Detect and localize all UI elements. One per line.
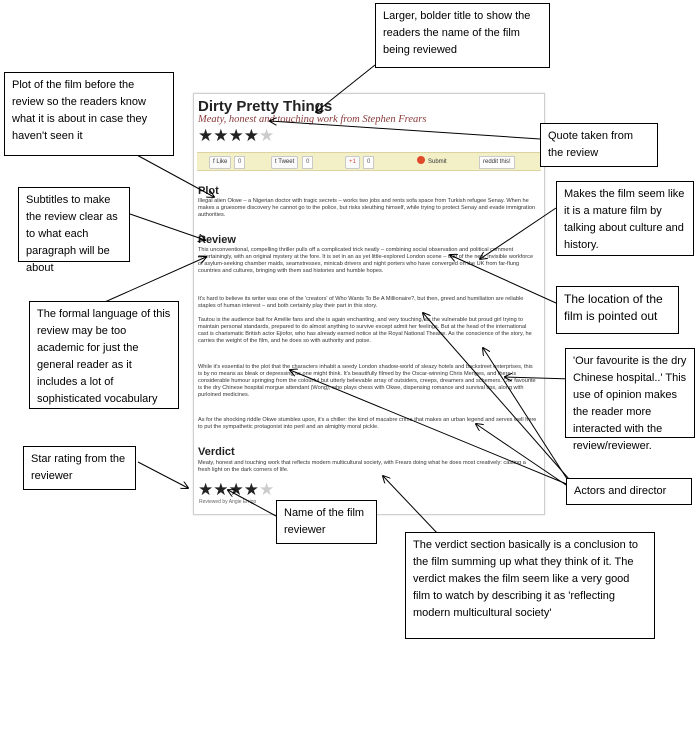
verdict-star-rating <box>198 481 274 498</box>
annotation-subtitles: Subtitles to make the review clear as to what each paragraph will be about <box>18 187 130 262</box>
review-paragraph: This unconventional, compelling thriller pulls off a complicated trick neatly – combining social observation and political comment entertainingly, with an original mystery at the fore. It is set in an as yet little-explored London scene – that of the new, invisible workforce of asylum-seeking chamber maids, seamstresses, minicab drivers and night porters who have converged on the UK from far-flung countries and cultures, bringing with them sad histories and humble hopes. <box>198 247 534 275</box>
annotation-verdict: The verdict section basically is a conclusion to the film summing up what they think of it. The verdict makes the film seem like a very good film to watch by describing it as 'reflecting modern multicultural society' <box>405 532 655 639</box>
star-icon-empty: ★ <box>258 480 275 499</box>
annotation-opinion: 'Our favourite is the dry Chinese hospital..' This use of opinion makes the reader more interacted with the review/reviewer. <box>565 348 695 438</box>
reddit-button[interactable]: reddit this! <box>479 156 515 169</box>
review-paragraph: Tautou is the audience bait for Amélie fans and she is again enchanting, and very touching, as the vulnerable but proud girl trying to maintain personal standards, prepared to do almost anything to survive except admit her feelings. But at the head of the international cast is charismatic British actor Ejiofor, who has already earned notice at the Royal National Theatre. As the conscience of the story, he carries the weight of the film, and he does so with authority and poise. <box>198 317 532 345</box>
tweet-count: 0 <box>302 156 313 169</box>
tweet-button[interactable]: t Tweet <box>271 156 298 169</box>
verdict-heading: Verdict <box>198 446 235 458</box>
plot-text: Illegal alien Okwe – a Nigerian doctor with tragic secrets – works two jobs and rents sofa space from Turkish refugee Senay. When he makes a gruesome discovery he cannot go to the police, but risks sleuthing himself, while trying to protect Senay and evade immigration authorities. <box>198 198 536 219</box>
submit-button[interactable]: Submit <box>417 156 447 168</box>
star-rating <box>198 127 274 144</box>
share-bar <box>197 152 541 171</box>
plusone-button[interactable]: +1 <box>345 156 360 169</box>
plusone-count: 0 <box>363 156 374 169</box>
like-count: 0 <box>234 156 245 169</box>
verdict-text: Meaty, honest and touching work that reflects modern multicultural society, with Frears doing what he does most creatively: casting a fresh light on the dark corners of life. <box>198 460 526 474</box>
annotation-location: The location of the film is pointed out <box>556 286 679 334</box>
star-icons-filled: ★★★★ <box>198 126 259 145</box>
annotation-mature: Makes the film seem like it is a mature film by talking about culture and history. <box>556 181 694 256</box>
review-paragraph: While it's essential to the plot that the characters inhabit a seedy London shadow-world of sleazy hotels and backstreet enterprises, this is by no means as bleak or depressing as one might think. It's beautifully filmed by the Oscar-winning Chris Menges, and there is considerable humour springing from the colourful but utterly believable array of outsiders, creeps, dreamers and schemers. Our favourite is the dry Chinese hospital morgue attendant (Wong), who plays chess with Okwe, dispensing romance and survival tips, along with purloined medicines. <box>198 364 536 399</box>
star-icon-empty: ★ <box>258 126 275 145</box>
stumble-icon <box>417 156 425 164</box>
review-page <box>193 93 545 515</box>
annotation-actors: Actors and director <box>566 478 692 505</box>
film-title: Dirty Pretty Things <box>198 98 333 115</box>
tagline: Meaty, honest and touching work from Stephen Frears <box>198 114 427 125</box>
star-icons-filled: ★★★★ <box>198 480 259 499</box>
review-paragraph: It's hard to believe its writer was one of the 'creators' of Who Wants To Be A Millionaire?, but then, greed and humiliation are reliable staples of human interest – and both certainly play their part in this story. <box>198 296 524 310</box>
annotation-title: Larger, bolder title to show the readers the name of the film being reviewed <box>375 3 550 68</box>
like-button[interactable]: f Like <box>209 156 231 169</box>
annotation-reviewer-name: Name of the film reviewer <box>276 500 377 544</box>
review-heading: Review <box>198 234 236 246</box>
plot-heading: Plot <box>198 185 219 197</box>
annotation-formal: The formal language of this review may be too academic for just the general reader as it includes a lot of sophisticated vocabulary <box>29 301 179 409</box>
annotation-star: Star rating from the reviewer <box>23 446 136 490</box>
review-paragraph: As for the shocking riddle Okwe stumbles upon, it's a chiller: the kind of macabre crime that makes an urban legend and serves well here to put the sympathetic protagonist into peril and an almighty moral pickle. <box>198 417 537 431</box>
annotation-plot: Plot of the film before the review so the readers know what it is about in case they haven't seen it <box>4 72 174 156</box>
reviewer-name: Reviewed by Angie Errigo <box>199 499 257 505</box>
annotation-quote: Quote taken from the review <box>540 123 658 167</box>
